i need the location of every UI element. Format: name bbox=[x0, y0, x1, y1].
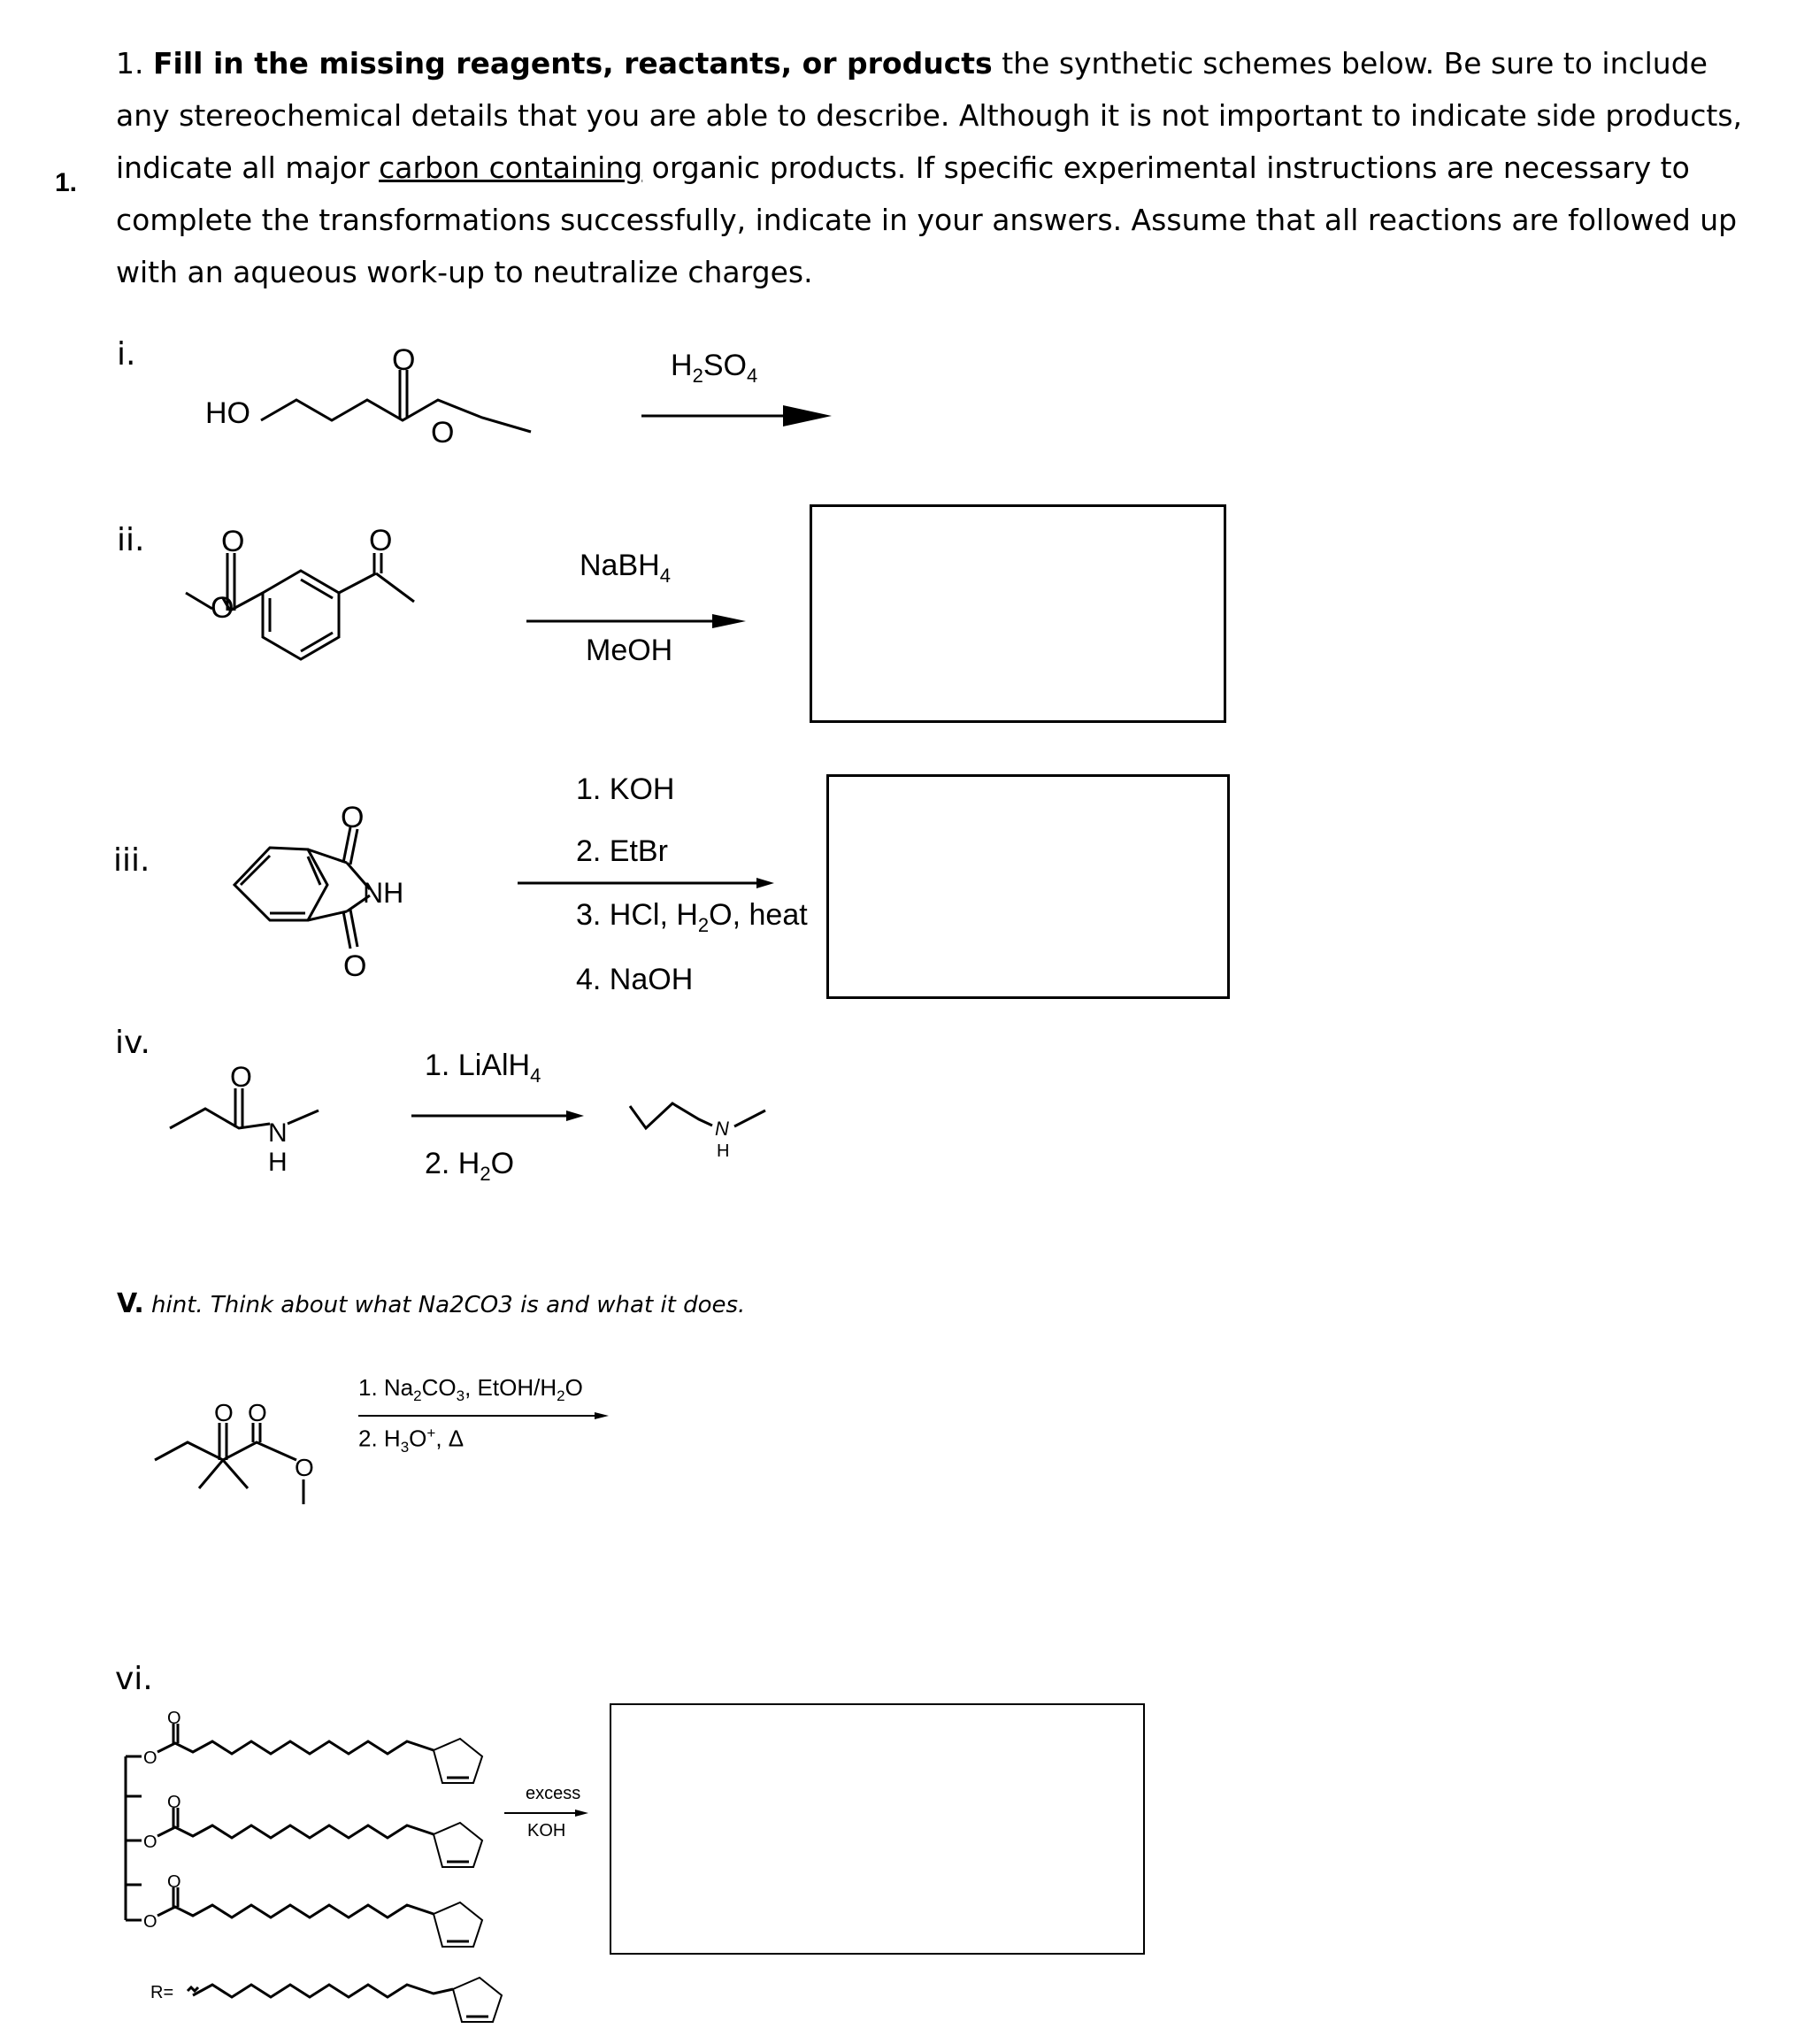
scheme-iii-step-1: 1. KOH bbox=[576, 772, 675, 806]
scheme-ii-arrow bbox=[522, 611, 752, 637]
scheme-vi-reagent-top: excess bbox=[526, 1784, 581, 1803]
scheme-i-label: i. bbox=[117, 336, 136, 373]
scheme-iii-NH: NH bbox=[363, 877, 404, 909]
scheme-v-label: V. bbox=[117, 1288, 144, 1319]
scheme-iv-reactant-structure bbox=[164, 1044, 332, 1177]
scheme-vi-reagent-bottom: KOH bbox=[527, 1821, 566, 1840]
scheme-iv-product-structure bbox=[624, 1093, 774, 1164]
scheme-vi-R-label: R= bbox=[150, 1983, 174, 2002]
scheme-iv-N: N bbox=[268, 1118, 288, 1148]
scheme-i-reagent: $H_2SO_4$ bbox=[671, 349, 758, 387]
scheme-iii-label: iii. bbox=[113, 842, 150, 879]
scheme-v-step-2: 2. $H_3O^+$, Δ bbox=[358, 1425, 465, 1456]
scheme-vi-label: vi. bbox=[115, 1661, 153, 1697]
scheme-iii-O-bottom: O bbox=[343, 949, 367, 983]
scheme-i-arrow bbox=[637, 398, 841, 434]
scheme-vi-O-2-carbonyl: O bbox=[167, 1793, 181, 1812]
scheme-iv-product-N: N bbox=[715, 1118, 729, 1140]
scheme-v-O-ester-carbonyl: O bbox=[248, 1399, 267, 1426]
scheme-ii-O-ester-carbonyl: O bbox=[221, 525, 245, 558]
scheme-iv-O: O bbox=[230, 1061, 252, 1093]
scheme-vi-O-3: O bbox=[143, 1912, 157, 1932]
scheme-iii-step-4: 4. NaOH bbox=[576, 963, 694, 996]
instructions-text-2: organic products. If specific experimental instructions are necessary to complete the transformations successfully, indicate in your answers. Assume that all reactions are followed up with an aqueous work-up to neutralize charges. bbox=[116, 150, 1738, 289]
scheme-v-arrow bbox=[354, 1407, 619, 1426]
scheme-iv-H: H bbox=[268, 1148, 288, 1177]
scheme-vi-arrow bbox=[500, 1805, 597, 1823]
instructions-text-1: the synthetic schemes below. Be sure to include any stereochemical details that you are able to describe. Although it is not important to indicate side products, indicate all major bbox=[116, 46, 1743, 185]
scheme-v-hint-text: hint. Think about what Na2CO3 is and what it does. bbox=[151, 1292, 746, 1318]
question-number: 1. bbox=[55, 168, 78, 197]
scheme-ii-reagent-top: NaBH$_4$ bbox=[580, 549, 671, 587]
scheme-ii-O-ketone: O bbox=[369, 524, 393, 557]
scheme-vi-O-1-carbonyl: O bbox=[167, 1709, 181, 1728]
scheme-iv-arrow bbox=[407, 1106, 593, 1127]
scheme-v-hint bbox=[117, 1288, 745, 1319]
scheme-ii-O-ester: O bbox=[211, 591, 234, 625]
instructions-prefix: 1. bbox=[116, 46, 153, 81]
scheme-i-HO: HO bbox=[205, 396, 250, 430]
scheme-v-reactant-structure bbox=[150, 1389, 327, 1513]
scheme-iii-reactant-structure bbox=[221, 796, 425, 991]
scheme-ii-reactant-structure bbox=[177, 513, 487, 690]
question-instructions bbox=[116, 37, 1753, 298]
scheme-iii-arrow bbox=[513, 874, 779, 895]
scheme-iii-O-top: O bbox=[341, 801, 365, 834]
scheme-iv-step-2: 2. $H_2O$ bbox=[425, 1147, 515, 1185]
scheme-iii-answer-box[interactable] bbox=[826, 774, 1230, 999]
scheme-ii-reagent-bottom: MeOH bbox=[586, 634, 673, 667]
scheme-iv-product-H: H bbox=[717, 1141, 730, 1161]
scheme-iii-step-2: 2. EtBr bbox=[576, 834, 668, 868]
scheme-vi-O-2: O bbox=[143, 1833, 157, 1852]
scheme-vi-triglyceride-structure bbox=[115, 1703, 513, 2031]
scheme-vi-answer-box[interactable] bbox=[610, 1703, 1145, 1955]
scheme-vi-O-1: O bbox=[143, 1748, 157, 1768]
scheme-i-reactant-structure bbox=[195, 301, 549, 460]
scheme-ii-answer-box[interactable] bbox=[810, 504, 1226, 723]
scheme-ii-label: ii. bbox=[117, 522, 145, 558]
instructions-bold: Fill in the missing reagents, reactants, or products bbox=[152, 46, 993, 81]
scheme-i-ester-O: O bbox=[431, 416, 455, 450]
scheme-iv-label: iv. bbox=[115, 1025, 150, 1061]
scheme-iv-step-1: 1. LiAlH$_4$ bbox=[425, 1049, 541, 1087]
scheme-iii-step-3: 3. HCl, $H_2O$, heat bbox=[576, 898, 808, 936]
scheme-vi-O-3-carbonyl: O bbox=[167, 1872, 181, 1892]
scheme-v-step-1: 1. $Na_2CO_3$, EtOH/$H_2O$ bbox=[358, 1374, 583, 1405]
scheme-v-O-ester: O bbox=[295, 1454, 314, 1481]
scheme-i-carbonyl-O: O bbox=[392, 343, 416, 377]
instructions-underlined: carbon containing bbox=[379, 150, 643, 185]
scheme-v-O-ketone: O bbox=[214, 1399, 234, 1426]
